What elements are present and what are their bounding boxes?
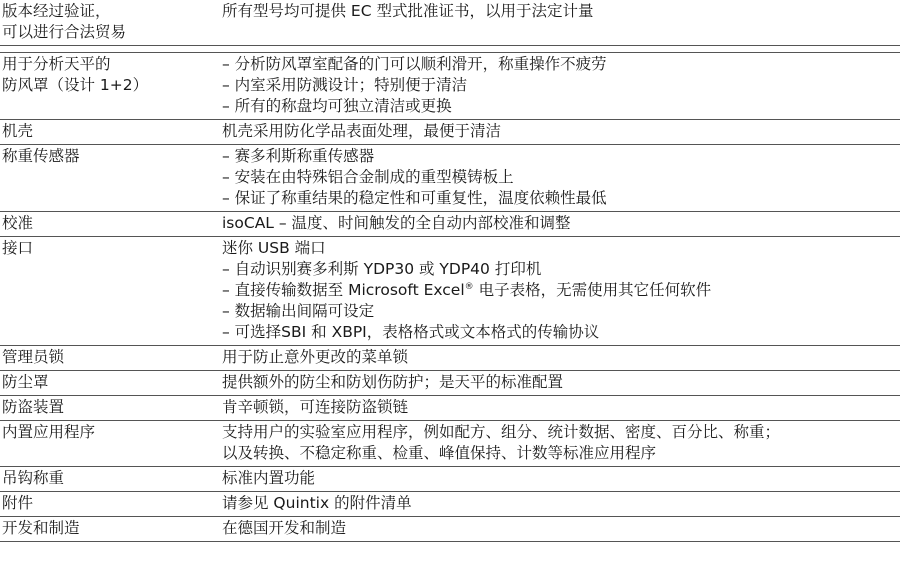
row-value: [220, 371, 900, 396]
value-line: isoCAL – 温度、时间触发的全自动内部校准和调整: [222, 214, 571, 232]
row-label: [0, 492, 220, 517]
row-value: [220, 0, 900, 46]
value-line: – 保证了称重结果的稳定性和可重复性，温度依赖性最低: [222, 189, 607, 207]
value-line: 用于防止意外更改的菜单锁: [222, 348, 409, 366]
table-row: [0, 421, 900, 467]
value-line: – 所有的称盘均可独立清洁或更换: [222, 97, 452, 115]
table-row: [0, 145, 900, 212]
row-label: [0, 53, 220, 120]
label-line: 吊钩称重: [2, 469, 65, 487]
table-row: [0, 53, 900, 120]
value-line: 肯辛顿锁，可连接防盗锁链: [222, 398, 409, 416]
value-line: 请参见 Quintix 的附件清单: [222, 494, 412, 512]
excel-text: – 直接传输数据至 Microsoft Excel: [222, 281, 465, 299]
value-line: – 自动识别赛多利斯 YDP30 或 YDP40 打印机: [222, 260, 542, 278]
value-line: – 分析防风罩室配备的门可以顺利滑开，称重操作不疲劳: [222, 55, 607, 73]
value-line: – 安装在由特殊铝合金制成的重型模铸板上: [222, 168, 514, 186]
value-line: 提供额外的防尘和防划伤防护；是天平的标准配置: [222, 373, 564, 391]
row-value: [220, 421, 900, 467]
label-line: 可以进行合法贸易: [2, 23, 127, 41]
label-line: 称重传感器: [2, 147, 80, 165]
row-label: [0, 0, 220, 46]
registered-mark: ®: [464, 281, 474, 292]
value-line: – 可选择SBI 和 XBPI，表格格式或文本格式的传输协议: [222, 323, 600, 341]
label-line: 内置应用程序: [2, 423, 96, 441]
table-row: [0, 0, 900, 46]
label-line: 防尘罩: [2, 373, 49, 391]
row-label: [0, 120, 220, 145]
row-value: [220, 120, 900, 145]
label-line: 附件: [2, 494, 34, 512]
label-line: 校准: [2, 214, 34, 232]
row-label: [0, 145, 220, 212]
table-row: [0, 346, 900, 371]
row-value: [220, 396, 900, 421]
value-line: – 内室采用防溅设计；特别便于清洁: [222, 76, 468, 94]
table-row: [0, 492, 900, 517]
label-line: 机壳: [2, 122, 34, 140]
label-line: 防盗装置: [2, 398, 65, 416]
excel-suffix: 电子表格，无需使用其它任何软件: [478, 281, 712, 299]
label-line: 开发和制造: [2, 519, 80, 537]
table-row: [0, 396, 900, 421]
label-line: 管理员锁: [2, 348, 65, 366]
table-row: [0, 212, 900, 237]
table-row: [0, 517, 900, 542]
row-value: [220, 237, 900, 346]
value-line: – 数据输出间隔可设定: [222, 302, 375, 320]
row-label: [0, 346, 220, 371]
row-value: [220, 346, 900, 371]
row-value: [220, 492, 900, 517]
table-row: [0, 371, 900, 396]
value-line: 迷你 USB 端口: [222, 239, 326, 257]
value-line: [222, 280, 900, 301]
row-spacer: [0, 46, 900, 53]
row-value: [220, 517, 900, 542]
table-row: [0, 467, 900, 492]
row-label: [0, 237, 220, 346]
row-label: [0, 421, 220, 467]
label-line: 用于分析天平的: [2, 55, 111, 73]
value-line: 在德国开发和制造: [222, 519, 347, 537]
value-line: 标准内置功能: [222, 469, 316, 487]
table-row: [0, 237, 900, 346]
row-value: [220, 212, 900, 237]
row-value: [220, 467, 900, 492]
label-line: 接口: [2, 239, 34, 257]
value-line: 以及转换、不稳定称重、检重、峰值保持、计数等标准应用程序: [222, 444, 657, 462]
value-line: 机壳采用防化学品表面处理，最便于清洁: [222, 122, 502, 140]
value-line: – 赛多利斯称重传感器: [222, 147, 375, 165]
row-value: [220, 53, 900, 120]
table-row: [0, 120, 900, 145]
row-label: [0, 517, 220, 542]
row-label: [0, 467, 220, 492]
row-value: [220, 145, 900, 212]
row-label: [0, 371, 220, 396]
row-label: [0, 212, 220, 237]
value-line: 所有型号均可提供 EC 型式批准证书，以用于法定计量: [222, 2, 594, 20]
row-label: [0, 396, 220, 421]
value-line: 支持用户的实验室应用程序，例如配方、组分、统计数据、密度、百分比、称重；: [222, 423, 781, 441]
label-line: 防风罩（设计 1+2）: [2, 76, 149, 94]
label-line: 版本经过验证，: [2, 2, 111, 20]
